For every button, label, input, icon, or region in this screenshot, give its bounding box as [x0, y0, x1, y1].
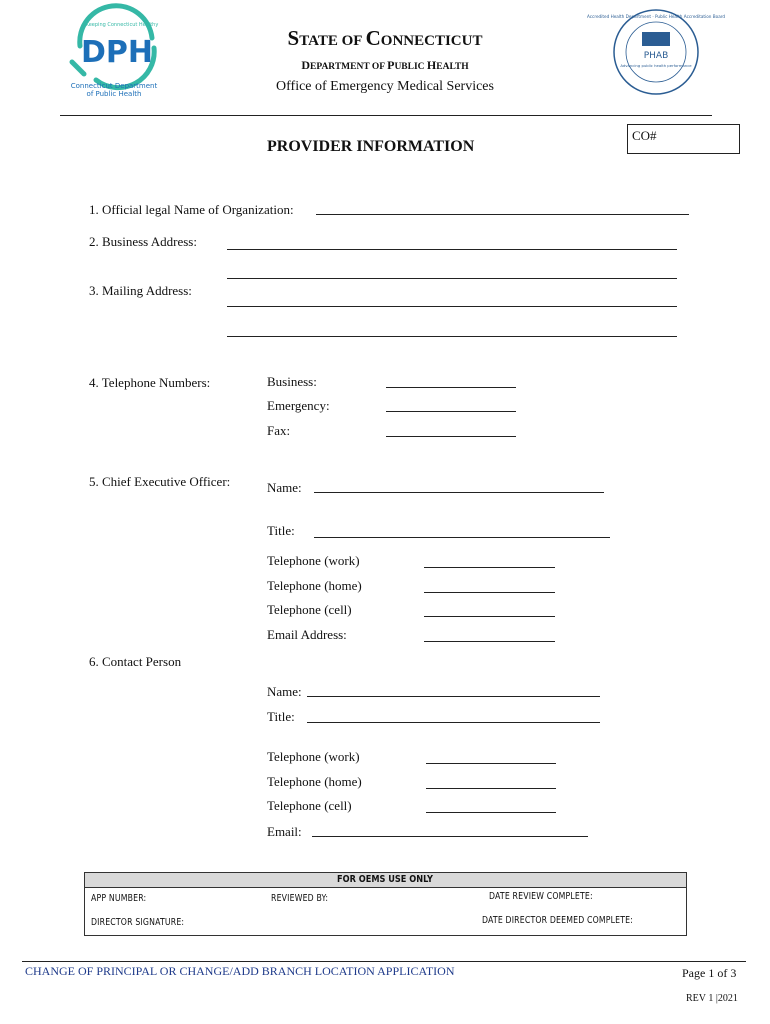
ceo-tel-cell-field[interactable] — [424, 616, 555, 617]
ceo-title-label: Title: — [267, 523, 295, 538]
contact-name-label: Name: — [267, 684, 302, 699]
dept-p: P — [387, 58, 395, 72]
dept-d: D — [301, 58, 311, 72]
telephone-numbers-label: 4. Telephone Numbers: — [89, 375, 211, 390]
contact-tel-home-field[interactable] — [426, 788, 556, 789]
director-signature-label: DIRECTOR SIGNATURE: — [91, 917, 185, 928]
dph-subtitle-2: of Public Health — [86, 90, 142, 98]
contact-person-label: 6. Contact Person — [89, 654, 182, 669]
ceo-tel-home-label: Telephone (home) — [267, 578, 362, 593]
ceo-tel-work-label: Telephone (work) — [267, 553, 360, 568]
dph-arc-text: Keeping Connecticut Healthy — [85, 22, 159, 28]
co-number-box[interactable] — [627, 124, 740, 154]
tel-business-field[interactable] — [386, 387, 516, 388]
contact-tel-work-label: Telephone (work) — [267, 749, 360, 764]
contact-tel-cell-field[interactable] — [426, 812, 556, 813]
org-name-label: 1. Official legal Name of Organization: — [89, 202, 294, 217]
footer-revision: REV 1 |2021 — [686, 993, 738, 1004]
dept-ublic: UBLIC — [394, 62, 427, 72]
ceo-name-field[interactable] — [314, 492, 604, 493]
contact-tel-work-field[interactable] — [426, 763, 556, 764]
business-address-label: 2. Business Address: — [89, 234, 197, 249]
header-rule — [60, 115, 712, 116]
contact-title-label: Title: — [267, 709, 295, 724]
ceo-email-label: Email Address: — [267, 627, 347, 642]
dept-ealth: EALTH — [436, 62, 469, 72]
department-title — [0, 56, 770, 74]
state-title-tate: TATE OF — [299, 33, 366, 49]
state-title-onnecticut: ONNECTICUT — [380, 33, 483, 49]
contact-tel-cell-label: Telephone (cell) — [267, 798, 352, 813]
state-title — [0, 26, 770, 51]
mailing-address-field-1[interactable] — [227, 306, 677, 307]
footer-page-number: Page 1 of 3 — [682, 966, 737, 980]
seal-arc-text: Accredited Health Department · Public Health Accreditation Board — [586, 14, 726, 19]
mailing-address-label: 3. Mailing Address: — [89, 283, 192, 298]
app-number-label: APP NUMBER: — [91, 893, 147, 904]
seal-tagline: Advancing public health performance — [620, 63, 692, 68]
dph-subtitle-1: Connecticut Department — [70, 82, 158, 90]
ceo-email-field[interactable] — [424, 641, 555, 642]
ceo-tel-cell-label: Telephone (cell) — [267, 602, 352, 617]
dph-letters: DPH — [81, 35, 153, 70]
ceo-title-field[interactable] — [314, 537, 610, 538]
dept-epartment: EPARTMENT OF — [310, 62, 388, 72]
reviewed-by-label: REVIEWED BY: — [271, 893, 329, 904]
oems-use-box — [84, 872, 687, 936]
oems-header: FOR OEMS USE ONLY — [337, 874, 433, 885]
org-name-field[interactable] — [316, 214, 689, 215]
tel-emergency-field[interactable] — [386, 411, 516, 412]
ceo-name-label: Name: — [267, 480, 302, 495]
state-title-c: C — [365, 26, 381, 50]
tel-business-label: Business: — [267, 374, 317, 389]
footer-form-title: CHANGE OF PRINCIPAL OR CHANGE/ADD BRANCH LOCATION APPLICATION — [25, 964, 455, 978]
footer-rule — [22, 961, 746, 962]
date-review-complete-label: DATE REVIEW COMPLETE: — [489, 891, 593, 902]
contact-tel-home-label: Telephone (home) — [267, 774, 362, 789]
business-address-field-1[interactable] — [227, 249, 677, 250]
tel-fax-field[interactable] — [386, 436, 516, 437]
contact-email-field[interactable] — [312, 836, 588, 837]
tel-emergency-label: Emergency: — [267, 398, 330, 413]
ceo-label: 5. Chief Executive Officer: — [89, 474, 231, 489]
dept-h: H — [426, 58, 437, 72]
co-number-label: CO# — [632, 128, 657, 143]
date-director-deemed-complete-label: DATE DIRECTOR DEEMED COMPLETE: — [482, 915, 634, 926]
mailing-address-field-2[interactable] — [227, 336, 677, 337]
ceo-tel-home-field[interactable] — [424, 592, 555, 593]
tel-fax-label: Fax: — [267, 423, 291, 438]
contact-title-field[interactable] — [307, 722, 600, 723]
section-title: PROVIDER INFORMATION — [267, 138, 475, 155]
office-title: Office of Emergency Medical Services — [276, 79, 494, 94]
business-address-field-2[interactable] — [227, 278, 677, 279]
seal-center: PHAB — [643, 51, 669, 61]
state-title-s: S — [287, 26, 300, 50]
contact-email-label: Email: — [267, 824, 302, 839]
ceo-tel-work-field[interactable] — [424, 567, 555, 568]
contact-name-field[interactable] — [307, 696, 600, 697]
